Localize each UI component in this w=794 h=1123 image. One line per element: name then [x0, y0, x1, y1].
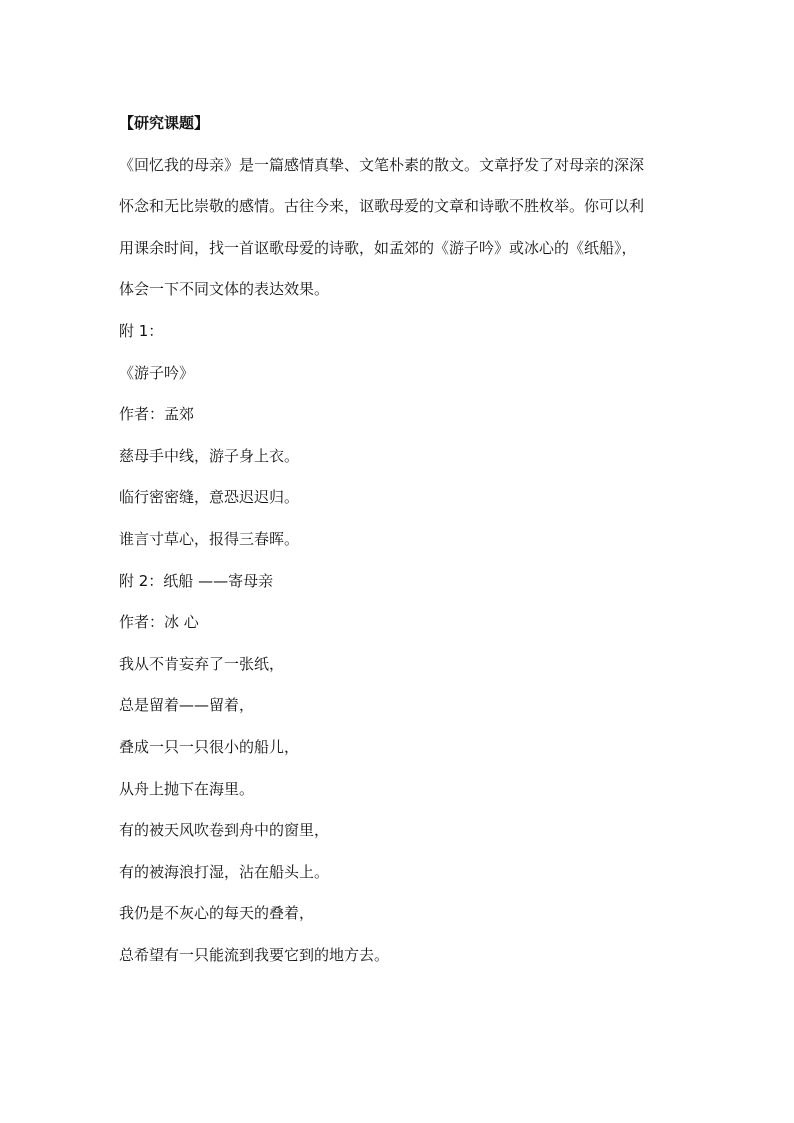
intro-line: 用课余时间，找一首讴歌母爱的诗歌，如孟郊的《游子吟》或冰心的《纸船》， — [119, 238, 637, 257]
poem-2-line: 总希望有一只能流到我要它到的地方去。 — [119, 945, 390, 964]
appendix-1-label: 附 1： — [119, 321, 164, 340]
poem-2-line: 从舟上抛下在海里。 — [119, 779, 255, 798]
poem-2-line: 叠成一只一只很小的船儿， — [119, 737, 300, 756]
intro-line: 体会一下不同文体的表达效果。 — [119, 280, 330, 299]
poem-2-line: 有的被天风吹卷到舟中的窗里， — [119, 821, 330, 840]
poem-1-author: 作者：孟郊 — [119, 405, 195, 424]
poem-2-author: 作者：冰 心 — [119, 613, 199, 632]
poem-2-line: 总是留着——留着， — [119, 696, 255, 715]
poem-2-line: 有的被海浪打湿，沾在船头上。 — [119, 862, 330, 881]
intro-line: 《回忆我的母亲》是一篇感情真挚、文笔朴素的散文。文章抒发了对母亲的深深 — [119, 155, 645, 174]
poem-1-line: 慈母手中线，游子身上衣。 — [119, 446, 300, 465]
poem-2-line: 我仍是不灰心的每天的叠着， — [119, 904, 315, 923]
appendix-2-label: 附 2：纸船 ——寄母亲 — [119, 571, 274, 590]
document-body — [119, 103, 679, 976]
poem-1-title: 《游子吟》 — [119, 363, 195, 382]
section-heading: 【研究课题】 — [119, 114, 210, 132]
poem-1-line: 临行密密缝，意恐迟迟归。 — [119, 488, 300, 507]
poem-1-line: 谁言寸草心，报得三春晖。 — [119, 529, 300, 548]
poem-2-line: 我从不肯妄弃了一张纸， — [119, 654, 285, 673]
intro-line: 怀念和无比崇敬的感情。古往今来，讴歌母爱的文章和诗歌不胜枚举。你可以利 — [119, 197, 645, 216]
